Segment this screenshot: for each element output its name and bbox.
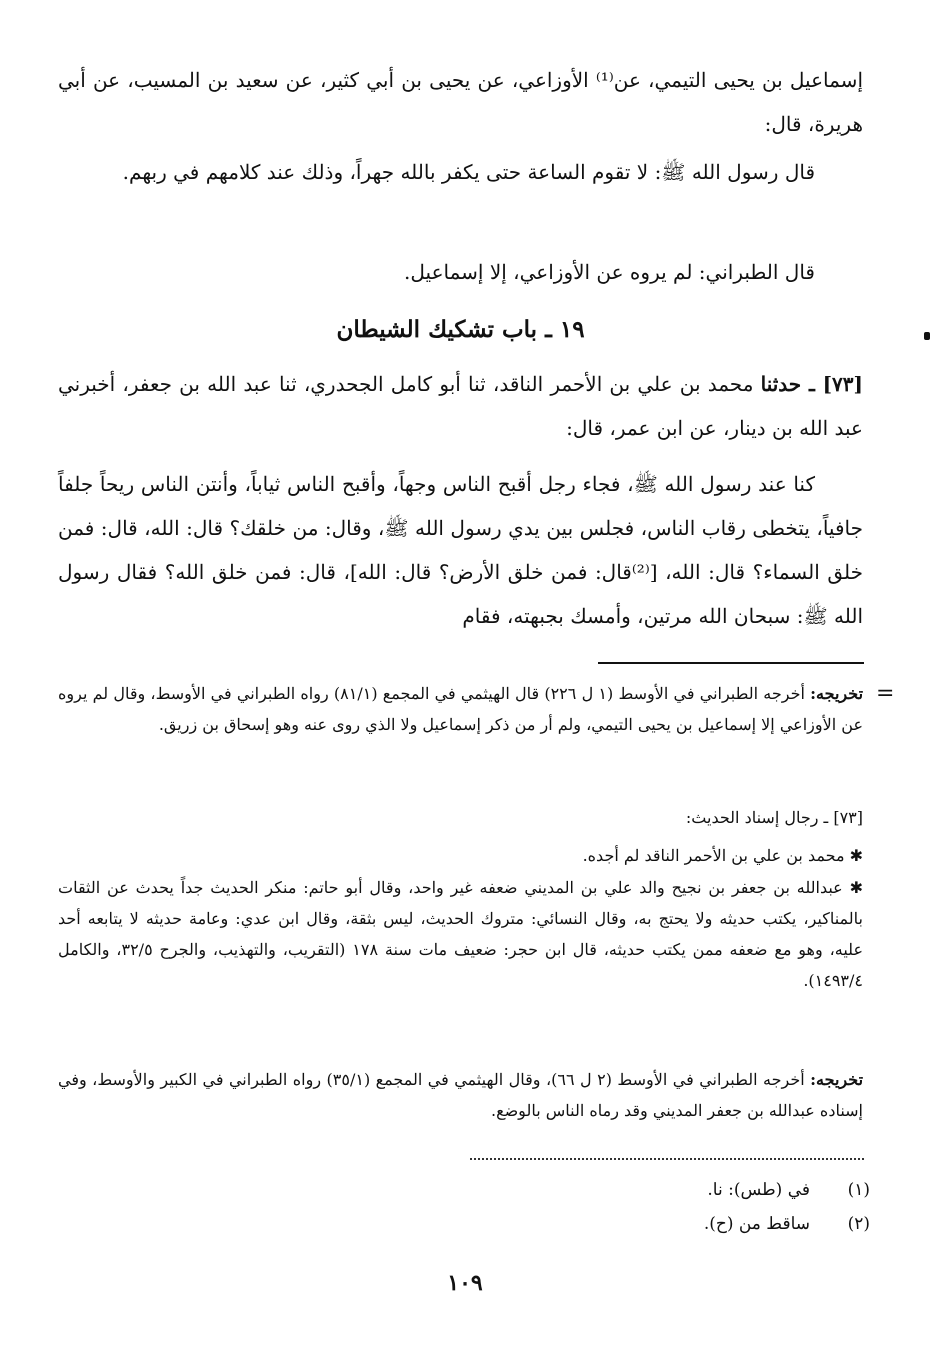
paragraph-tabarani-comment: قال الطبراني: لم يروه عن الأوزاعي، إلا إسماعيل. [404,260,815,284]
footnote-text: ساقط من (ح). [703,1214,810,1234]
chapter-heading: ١٩ ـ باب تشكيك الشيطان [336,316,585,343]
rijal-entry-2: ✱ عبدالله بن جعفر بن نجيح والد علي بن المديني ضعفه غير واحد، وقال أبو حاتم: منكر الحديث جداً يحدث عن الثقات بالمناكير، يكتب حديثه ولا يحتج به، وقال النسائي: متروك الحديث، ليس بثقة، وقال ابن عدي: وعامة حديثه لا يتابعه أحد عليه، وهو مع ضعفه ممن يكتب حديثه، قال ابن حجر: ضعيف مات سنة ١٧٨ (التقريب، والتهذيب، والجرح ٣٢/٥، والكامل ١٤٩٣/٤). [58,878,864,990]
paragraph-isnad-intro: إسماعيل بن يحيى التيمي، عن⁽¹⁾ الأوزاعي، عن يحيى بن أبي كثير، عن سعيد بن المسيب، عن أبي هريرة، قال: [58,68,863,136]
rijal-heading: [٧٣] ـ رجال إسناد الحديث: [685,808,863,827]
paragraph-hadith-73-isnad [58,362,863,450]
rijal-entry-1: ✱ محمد بن علي بن الأحمر الناقد لم أجده. [582,846,863,865]
footnote-text: في (طس): نا. [707,1180,810,1200]
takhrij-label: تخريجه: [810,1070,864,1089]
takhrij-1-text: أخرجه الطبراني في الأوسط (١ ل ٢٢٦) قال الهيثمي في المجمع (٨١/١) رواه الطبراني في الأوسط، وقال لم يروه عن الأوزاعي إلا إسماعيل بن يحيى التيمي، ولم أر من ذكر إسماعيل ولا الذي روى عنه وهو إسحاق بن زريق. [58,684,863,734]
takhrij-2-text: أخرجه الطبراني في الأوسط (٢ ل ٦٦)، وقال الهيثمي في المجمع (٣٥/١) رواه الطبراني في الكبير والأوسط، وفي إسناده عبدالله بن جعفر المديني وقد رماه الناس بالوضع. [58,1070,863,1120]
hadith-73-chain: محمد بن علي بن الأحمر الناقد، ثنا أبو كامل الجحدري، ثنا عبد الله بن جعفر، أخبرني عبد الله بن دينار، عن ابن عمر، قال: [58,372,863,440]
page-number: ١٠٩ [447,1270,483,1296]
continuation-marker: = [876,681,895,706]
takhrij-label: تخريجه: [810,684,864,703]
margin-dot [924,332,930,340]
paragraph-hadith-text: قال رسول الله ﷺ: لا تقوم الساعة حتى يكفر بالله جهراً، وذلك عند كلامهم في ربهم. [122,160,815,184]
note-takhrij-1 [58,678,863,740]
footnote-separator-line [598,662,864,664]
footnote-number: (١) [847,1180,870,1200]
paragraph-hadith-73-text: كنا عند رسول الله ﷺ، فجاء رجل أقبح الناس وجهاً، وأقبح الناس ثياباً، وأنتن الناس ريحاً جلفاً جافياً، يتخطى رقاب الناس، فجلس بين يدي رسول الله ﷺ، وقال: من خلقك؟ قال: الله، قال: فمن خلق السماء؟ قال: الله، [⁽²⁾قال: فمن خلق الأرض؟ قال: الله]، قال: فمن خلق الله؟ فقال رسول الله ﷺ: سبحان الله مرتين، وأمسك بجبهته، فقام [58,472,863,628]
note-takhrij-2 [58,1064,863,1126]
footnote-dotted-separator [470,1158,864,1160]
hadith-number-lead: [٧٣] ـ حدثنا [760,372,863,396]
footnote-number: (٢) [847,1214,870,1234]
